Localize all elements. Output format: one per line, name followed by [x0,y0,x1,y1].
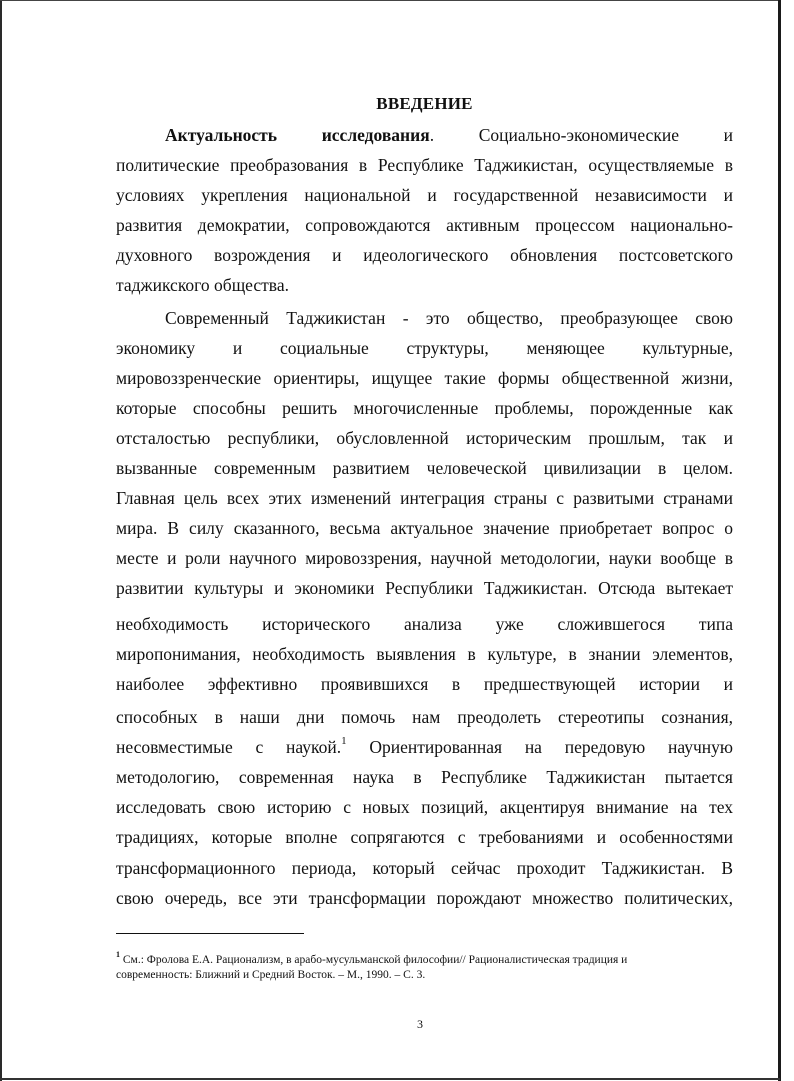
para2-line-4: отсталостью республики, обусловленной историческим прошлым, так и [116,428,733,448]
para2-line-9: развитии культуры и экономики Республики Таджикистан. Отсюда вытекает [116,578,733,598]
para2-line-19: свою очередь, все эти трансформации порождают множество политических, [116,888,733,908]
footnote-marker: 1 [116,950,120,960]
para2-line-11: миропонимания, необходимость выявления в культуре, в знании элементов, [116,644,733,664]
footnote-text-1: См.: Фролова Е.А. Рационализм, в арабо-мусульманской философии// Рационалистическая традиция и [120,954,628,966]
para2-line-6: Главная цель всех этих изменений интеграция страны с развитыми странами [116,488,733,508]
para2-line-14-b: Ориентированная на передовую научную [346,737,733,757]
page-right-edge [778,0,781,1081]
para1-line-2: условиях укрепления национальной и государственной независимости и [116,185,733,205]
para2-line-0: Современный Таджикистан - это общество, преобразующее свою [165,308,733,328]
para2-line-8: месте и роли научного мировоззрения, научной методологии, науки вообще в [116,548,733,568]
para2-line-10: необходимость исторического анализа уже сложившегося типа [116,614,733,634]
footnote-separator [116,933,304,934]
para2-line-3: которые способны решить многочисленные проблемы, порожденные как [116,398,733,418]
para1-line-3: развития демократии, сопровождаются активным процессом национально- [116,215,733,235]
page-number: 3 [417,1017,423,1031]
para1-lead-bold: Актуальность исследования [165,125,430,145]
para2-line-16: исследовать свою историю с новых позиций, акцентируя внимание на тех [116,797,733,817]
para2-line-14-a: несовместимые с наукой. [116,737,342,757]
para2-line-13: способных в наши дни помочь нам преодолеть стереотипы сознания, [116,707,733,727]
footnote-reference: 1 [341,735,347,748]
page-top-edge [0,0,780,1]
para2-line-5: вызванные современным развитием человеческой цивилизации в целом. [116,458,733,478]
para2-line-12: наиболее эффективно проявившихся в предшествующей истории и [116,674,733,694]
footnote-line-1 [116,950,736,968]
para2-line-7: мира. В силу сказанного, весьма актуальное значение приобретает вопрос о [116,518,733,538]
para2-line-14 [116,736,733,758]
para1-lead-rest: . Социально-экономические и [429,125,733,145]
page-title: ВВЕДЕНИЕ [376,94,473,113]
para1-line-4: духовного возрождения и идеологического обновления постсоветского [116,245,733,265]
para1-line-1: политические преобразования в Республике Таджикистан, осуществляемые в [116,155,733,175]
footnote-line-2: современность: Ближний и Средний Восток. – М., 1990. – С. 3. [116,969,426,981]
para2-line-1: экономику и социальные структуры, меняющее культурные, [116,338,733,358]
para2-line-18: трансформационного периода, который сейчас проходит Таджикистан. В [116,858,733,878]
para1-line-0 [165,124,733,146]
page-left-edge [0,0,2,1081]
para2-line-17: традициях, которые вполне сопрягаются с требованиями и особенностями [116,827,733,847]
page-bottom-edge [0,1078,780,1080]
para2-line-2: мировоззренческие ориентиры, ищущее такие формы общественной жизни, [116,368,733,388]
para2-line-15: методологию, современная наука в Республике Таджикистан пытается [116,767,733,787]
para1-line-5: таджикского общества. [116,275,289,295]
